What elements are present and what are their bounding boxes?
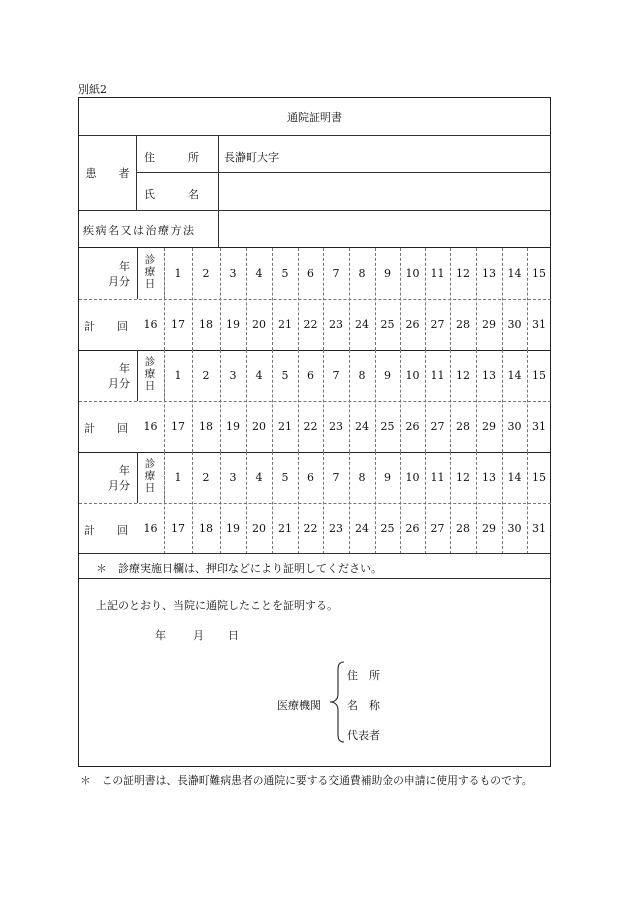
day-cell[interactable]: 7 bbox=[332, 369, 340, 382]
divider bbox=[476, 248, 477, 350]
day-cell[interactable]: 31 bbox=[532, 420, 546, 433]
divider bbox=[349, 248, 350, 350]
day-cell[interactable]: 14 bbox=[507, 267, 522, 280]
day-cell[interactable]: 11 bbox=[430, 369, 445, 382]
day-cell[interactable]: 19 bbox=[226, 420, 240, 433]
day-cell[interactable]: 14 bbox=[507, 471, 522, 484]
divider bbox=[192, 248, 193, 350]
disease-label: 疾病名又は治療方法 bbox=[83, 224, 196, 237]
day-cell[interactable]: 9 bbox=[384, 471, 391, 484]
divider bbox=[375, 452, 376, 554]
day-cell[interactable]: 19 bbox=[226, 318, 240, 331]
day-cell[interactable]: 22 bbox=[303, 318, 318, 331]
address-value[interactable]: 長瀞町大字 bbox=[224, 151, 279, 164]
divider bbox=[298, 350, 299, 452]
day-cell[interactable]: 9 bbox=[384, 267, 391, 280]
day-cell[interactable]: 28 bbox=[456, 522, 470, 535]
divider bbox=[298, 248, 299, 350]
divider bbox=[136, 136, 137, 210]
day-cell[interactable]: 19 bbox=[226, 522, 240, 535]
divider bbox=[450, 350, 451, 452]
divider bbox=[400, 452, 401, 554]
divider bbox=[192, 452, 193, 554]
divider bbox=[527, 248, 528, 350]
day-cell[interactable]: 17 bbox=[171, 522, 185, 535]
day-cell[interactable]: 2 bbox=[202, 369, 210, 382]
day-cell[interactable]: 25 bbox=[380, 318, 395, 331]
day-cell[interactable]: 29 bbox=[482, 318, 496, 331]
divider bbox=[79, 578, 551, 579]
day-cell[interactable]: 11 bbox=[430, 267, 445, 280]
brace-icon bbox=[328, 660, 346, 744]
day-cell[interactable]: 3 bbox=[229, 267, 237, 280]
day-cell[interactable]: 6 bbox=[307, 369, 314, 382]
day-cell[interactable]: 16 bbox=[143, 318, 158, 331]
divider bbox=[246, 452, 247, 554]
day-cell[interactable]: 24 bbox=[355, 522, 369, 535]
name-label: 氏 名 bbox=[144, 188, 199, 201]
institution-address: 住 所 bbox=[347, 669, 380, 682]
patient-label: 患 者 bbox=[85, 167, 130, 180]
day-cell[interactable]: 3 bbox=[229, 369, 237, 382]
day-cell[interactable]: 24 bbox=[355, 420, 369, 433]
day-cell[interactable]: 6 bbox=[307, 267, 314, 280]
divider bbox=[527, 452, 528, 554]
divider bbox=[137, 248, 138, 299]
divider bbox=[164, 452, 165, 503]
day-cell[interactable]: 12 bbox=[456, 471, 470, 484]
day-cell[interactable]: 22 bbox=[303, 522, 318, 535]
divider bbox=[272, 452, 273, 554]
divider bbox=[79, 210, 551, 211]
day-cell[interactable]: 17 bbox=[171, 318, 185, 331]
day-cell[interactable]: 30 bbox=[507, 420, 522, 433]
divider bbox=[220, 350, 221, 452]
divider bbox=[79, 135, 551, 136]
day-cell[interactable]: 21 bbox=[278, 522, 292, 535]
form-title: 通院証明書 bbox=[287, 111, 342, 124]
day-cell[interactable]: 4 bbox=[255, 267, 263, 280]
note-row-text: ＊ 診療実施日欄は、押印などにより証明してください。 bbox=[96, 562, 382, 575]
day-cell[interactable]: 26 bbox=[405, 522, 420, 535]
total-label: 計 回 bbox=[84, 422, 128, 435]
day-cell[interactable]: 13 bbox=[482, 267, 496, 280]
month-label: 月分 bbox=[108, 275, 130, 288]
day-cell[interactable]: 5 bbox=[281, 471, 289, 484]
day-cell[interactable]: 15 bbox=[532, 267, 546, 280]
day-cell[interactable]: 18 bbox=[199, 522, 213, 535]
day-cell[interactable]: 27 bbox=[430, 420, 445, 433]
divider bbox=[272, 350, 273, 452]
day-cell[interactable]: 14 bbox=[507, 369, 522, 382]
divider bbox=[400, 248, 401, 350]
day-cell[interactable]: 6 bbox=[307, 471, 314, 484]
day-cell[interactable]: 5 bbox=[281, 267, 289, 280]
divider bbox=[527, 350, 528, 452]
day-cell[interactable]: 29 bbox=[482, 522, 496, 535]
divider bbox=[137, 452, 138, 503]
day-cell[interactable]: 26 bbox=[405, 318, 420, 331]
day-cell[interactable]: 2 bbox=[202, 267, 210, 280]
day-cell[interactable]: 8 bbox=[358, 267, 366, 280]
divider bbox=[476, 452, 477, 554]
date-year: 年 bbox=[155, 629, 166, 642]
divider bbox=[323, 452, 324, 554]
divider bbox=[220, 248, 221, 350]
divider bbox=[450, 452, 451, 554]
day-cell[interactable]: 25 bbox=[380, 420, 395, 433]
day-cell[interactable]: 30 bbox=[507, 318, 522, 331]
day-cell[interactable]: 27 bbox=[430, 318, 445, 331]
day-cell[interactable]: 7 bbox=[332, 471, 340, 484]
day-cell[interactable]: 13 bbox=[482, 471, 496, 484]
divider bbox=[502, 248, 503, 350]
day-cell[interactable]: 18 bbox=[199, 318, 213, 331]
day-cell[interactable]: 11 bbox=[430, 471, 445, 484]
divider bbox=[375, 350, 376, 452]
address-label: 住 所 bbox=[144, 151, 199, 164]
divider bbox=[425, 248, 426, 350]
divider bbox=[502, 350, 503, 452]
institution-label: 医療機関 bbox=[277, 699, 321, 712]
institution-name: 名 称 bbox=[347, 699, 380, 712]
divider bbox=[323, 248, 324, 350]
day-cell[interactable]: 1 bbox=[174, 369, 182, 382]
day-cell[interactable]: 10 bbox=[405, 267, 420, 280]
day-cell[interactable]: 31 bbox=[532, 522, 546, 535]
day-cell[interactable]: 23 bbox=[329, 522, 343, 535]
day-cell[interactable]: 2 bbox=[202, 471, 210, 484]
year-label: 年 bbox=[119, 464, 130, 477]
day-cell[interactable]: 28 bbox=[456, 420, 470, 433]
total-label: 計 回 bbox=[84, 524, 128, 537]
day-cell[interactable]: 20 bbox=[252, 522, 266, 535]
day-cell[interactable]: 23 bbox=[329, 420, 343, 433]
shinryo-label: 診 療 日 bbox=[144, 356, 156, 392]
divider bbox=[375, 248, 376, 350]
day-cell[interactable]: 23 bbox=[329, 318, 343, 331]
divider bbox=[476, 350, 477, 452]
day-cell[interactable]: 31 bbox=[532, 318, 546, 331]
day-cell[interactable]: 24 bbox=[355, 318, 369, 331]
institution-representative: 代表者 bbox=[347, 729, 380, 742]
divider bbox=[164, 248, 165, 299]
day-cell[interactable]: 3 bbox=[229, 471, 237, 484]
day-cell[interactable]: 13 bbox=[482, 369, 496, 382]
divider bbox=[136, 172, 551, 173]
total-label: 計 回 bbox=[84, 320, 128, 333]
day-cell[interactable]: 28 bbox=[456, 318, 470, 331]
day-cell[interactable]: 10 bbox=[405, 471, 420, 484]
day-cell[interactable]: 5 bbox=[281, 369, 289, 382]
day-cell[interactable]: 22 bbox=[303, 420, 318, 433]
day-cell[interactable]: 17 bbox=[171, 420, 185, 433]
day-cell[interactable]: 30 bbox=[507, 522, 522, 535]
divider bbox=[323, 350, 324, 452]
day-cell[interactable]: 1 bbox=[174, 471, 182, 484]
year-label: 年 bbox=[119, 362, 130, 375]
annex-label: 別紙2 bbox=[78, 83, 107, 96]
divider bbox=[246, 248, 247, 350]
divider bbox=[79, 553, 551, 554]
day-cell[interactable]: 8 bbox=[358, 369, 366, 382]
day-cell[interactable]: 10 bbox=[405, 369, 420, 382]
day-cell[interactable]: 12 bbox=[456, 369, 470, 382]
day-cell[interactable]: 21 bbox=[278, 420, 292, 433]
day-cell[interactable]: 8 bbox=[358, 471, 366, 484]
day-cell[interactable]: 26 bbox=[405, 420, 420, 433]
day-cell[interactable]: 16 bbox=[143, 420, 158, 433]
year-label: 年 bbox=[119, 260, 130, 273]
day-cell[interactable]: 7 bbox=[332, 267, 340, 280]
certify-text: 上記のとおり、当院に通院したことを証明する。 bbox=[96, 599, 338, 612]
day-cell[interactable]: 21 bbox=[278, 318, 292, 331]
day-cell[interactable]: 4 bbox=[255, 471, 263, 484]
divider bbox=[425, 350, 426, 452]
day-cell[interactable]: 20 bbox=[252, 420, 266, 433]
day-cell[interactable]: 20 bbox=[252, 318, 266, 331]
divider bbox=[192, 350, 193, 452]
day-cell[interactable]: 15 bbox=[532, 471, 546, 484]
divider bbox=[164, 350, 165, 401]
day-cell[interactable]: 29 bbox=[482, 420, 496, 433]
month-label: 月分 bbox=[108, 377, 130, 390]
day-cell[interactable]: 12 bbox=[456, 267, 470, 280]
shinryo-label: 診 療 日 bbox=[144, 254, 156, 290]
day-cell[interactable]: 25 bbox=[380, 522, 395, 535]
divider bbox=[220, 452, 221, 554]
day-cell[interactable]: 1 bbox=[174, 267, 182, 280]
day-cell[interactable]: 18 bbox=[199, 420, 213, 433]
date-month: 月 bbox=[193, 629, 204, 642]
shinryo-label: 診 療 日 bbox=[144, 458, 156, 494]
divider bbox=[298, 452, 299, 554]
day-cell[interactable]: 27 bbox=[430, 522, 445, 535]
day-cell[interactable]: 4 bbox=[255, 369, 263, 382]
footer-note: ＊ この証明書は、長瀞町難病患者の通院に要する交通費補助金の申請に使用するものです。 bbox=[80, 774, 533, 787]
divider bbox=[425, 452, 426, 554]
day-cell[interactable]: 9 bbox=[384, 369, 391, 382]
divider bbox=[349, 452, 350, 554]
day-cell[interactable]: 15 bbox=[532, 369, 546, 382]
divider bbox=[400, 350, 401, 452]
divider bbox=[218, 136, 219, 247]
month-label: 月分 bbox=[108, 479, 130, 492]
divider bbox=[137, 350, 138, 401]
date-day: 日 bbox=[228, 629, 239, 642]
divider bbox=[349, 350, 350, 452]
divider bbox=[272, 248, 273, 350]
day-cell[interactable]: 16 bbox=[143, 522, 158, 535]
divider bbox=[246, 350, 247, 452]
divider bbox=[450, 248, 451, 350]
divider bbox=[502, 452, 503, 554]
